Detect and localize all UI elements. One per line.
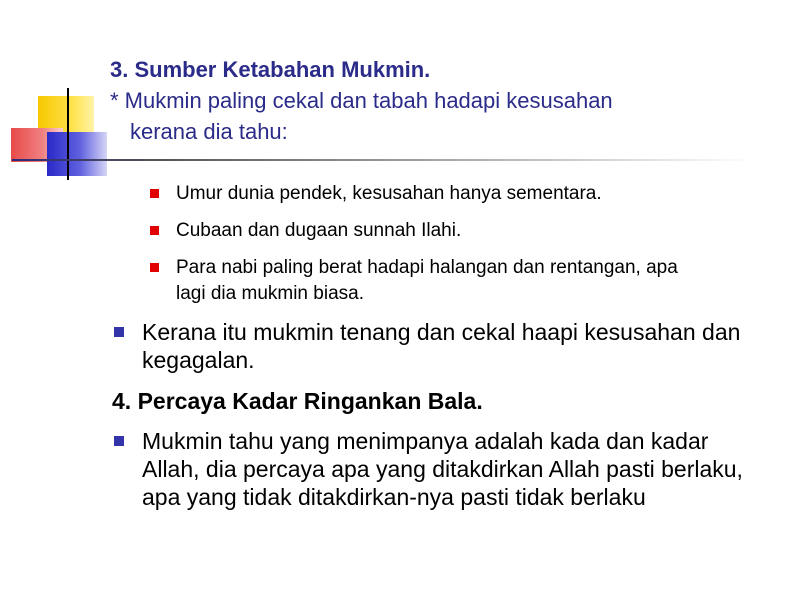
red-square-bullet-icon — [150, 263, 159, 272]
blue-square-bullet-icon — [114, 436, 124, 446]
title-line-3: kerana dia tahu: — [130, 119, 288, 144]
sub-bullet-text-continued: lagi dia mukmin biasa. — [176, 283, 364, 304]
sub-bullet-item — [150, 181, 770, 207]
sub-bullet-item — [150, 255, 770, 307]
blue-square-bullet-icon — [114, 327, 124, 337]
main-bullet-line-1: Kerana itu mukmin tenang dan cekal haapi kesusahan dan — [142, 319, 741, 345]
main-bullet-item — [112, 318, 772, 374]
sub-bullet-text: Para nabi paling berat hadapi halangan dan rentangan, apa — [176, 257, 678, 278]
sub-bullet-text: Cubaan dan dugaan sunnah Ilahi. — [176, 220, 462, 241]
red-square-bullet-icon — [150, 226, 159, 235]
main-bullet-line-2: kegagalan. — [142, 347, 255, 373]
main-bullet-line-2: Allah, dia percaya apa yang ditakdirkan Allah pasti berlaku, — [142, 456, 743, 482]
sub-bullet-item — [150, 218, 770, 244]
main-bullet-line-3: apa yang tidak ditakdirkan-nya pasti tidak berlaku — [142, 484, 646, 510]
section-heading-4: 4. Percaya Kadar Ringankan Bala. — [112, 388, 483, 414]
title-line-2: * Mukmin paling cekal dan tabah hadapi kesusahan — [110, 88, 613, 113]
main-bullet-item — [112, 427, 772, 511]
title-underline — [12, 159, 752, 161]
title-line-1: 3. Sumber Ketabahan Mukmin. — [110, 57, 431, 82]
red-square-bullet-icon — [150, 189, 159, 198]
slide-title — [110, 54, 613, 147]
main-bullet-line-1: Mukmin tahu yang menimpanya adalah kada dan kadar — [142, 428, 709, 454]
decor-vertical-line — [67, 88, 69, 180]
sub-bullet-text: Umur dunia pendek, kesusahan hanya sementara. — [176, 183, 602, 204]
decor-blue-square — [47, 132, 107, 176]
